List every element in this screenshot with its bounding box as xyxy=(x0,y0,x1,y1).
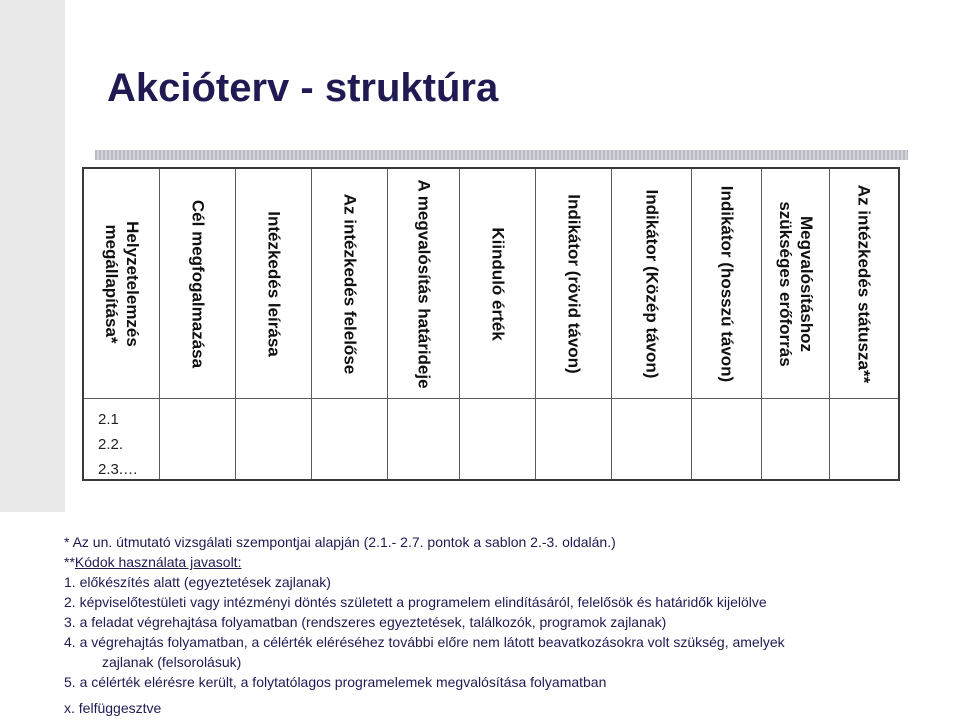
action-plan-table xyxy=(82,167,900,481)
header-cell-resources xyxy=(762,169,830,398)
header-cell-deadline xyxy=(388,169,460,398)
footnotes xyxy=(64,532,944,718)
header-deadline: A megvalósítás határideje xyxy=(414,178,433,389)
header-resources: Megvalósításhoz szükséges erőforrás xyxy=(775,200,816,367)
codes-link[interactable]: Kódok használata javasolt: xyxy=(74,554,242,570)
body-cell xyxy=(160,398,236,479)
header-indicator-mid: Indikátor (Közép távon) xyxy=(642,189,661,378)
header-cell-goal xyxy=(160,169,236,398)
header-cell-indicator-short xyxy=(536,169,612,398)
header-baseline: Kiinduló érték xyxy=(488,226,507,341)
body-cell xyxy=(388,398,460,479)
body-cell xyxy=(692,398,762,479)
header-cell-indicator-mid xyxy=(612,169,692,398)
code-3: 3. a feladat végrehajtása folyamatban (rendszeres egyeztetések, találkozók, programok zajlanak) xyxy=(64,614,667,630)
code-2: 2. képviselőtestületi vagy intézményi döntés született a programelem elindításáról, felelősök és határidők kijelölve xyxy=(64,594,767,610)
body-cell xyxy=(460,398,536,479)
header-indicator-short: Indikátor (rövid távon) xyxy=(564,193,583,374)
header-cell-indicator-long xyxy=(692,169,762,398)
body-cell xyxy=(762,398,830,479)
row-number: 2.2. xyxy=(98,436,124,453)
row-numbers xyxy=(98,407,138,482)
row-number: 2.3.… xyxy=(98,461,139,478)
header-cell-baseline xyxy=(460,169,536,398)
code-4-continued: zajlanak (felsorolásuk) xyxy=(102,654,242,670)
header-indicator-long: Indikátor (hosszú távon) xyxy=(717,185,736,382)
page-title: Akcióterv - struktúra xyxy=(107,66,499,110)
code-x: x. felfüggesztve xyxy=(64,700,162,716)
footnote-1: * Az un. útmutató vizsgálati szempontjai alapján (2.1.- 2.7. pontok a sablon 2.-3. oldalán.) xyxy=(64,534,616,550)
header-cell-situation xyxy=(84,169,160,398)
header-responsible: Az intézkedés felelőse xyxy=(340,193,359,374)
footnote-2-prefix: ** xyxy=(64,554,75,570)
body-cell xyxy=(830,398,898,479)
body-cell xyxy=(612,398,692,479)
table-shadow-bar xyxy=(95,150,908,160)
code-5: 5. a célérték elérésre került, a folytatólagos programelemek megvalósítása folyamatban xyxy=(64,674,607,690)
left-decoration-bar xyxy=(0,0,65,512)
footnote-2 xyxy=(64,552,944,572)
code-1: 1. előkészítés alatt (egyeztetések zajlanak) xyxy=(64,574,331,590)
header-cell-status xyxy=(830,169,898,398)
header-measure: Intézkedés leírása xyxy=(264,210,283,357)
header-goal: Cél megfogalmazása xyxy=(188,199,207,368)
body-cell xyxy=(236,398,312,479)
body-cell xyxy=(312,398,388,479)
header-situation: Helyzetelemzés megállapítása* xyxy=(101,220,142,347)
header-status: Az intézkedés státusza** xyxy=(854,184,874,383)
header-cell-measure xyxy=(236,169,312,398)
header-cell-responsible xyxy=(312,169,388,398)
code-4: 4. a végrehajtás folyamatban, a célérték eléréséhez további előre nem látott beavatkozásokra volt szükség, amelyek xyxy=(64,634,785,650)
body-cell xyxy=(536,398,612,479)
row-number: 2.1 xyxy=(98,411,119,428)
